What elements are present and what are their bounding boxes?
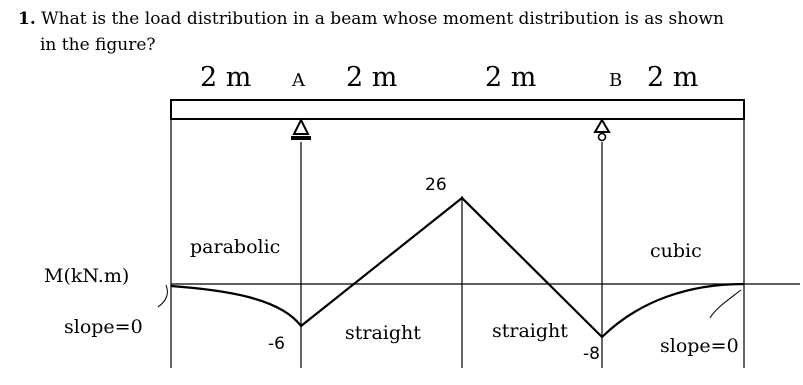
- question-number: 1.: [18, 9, 36, 29]
- leader-slope-right: [710, 290, 741, 318]
- segment-label-cubic: cubic: [650, 240, 702, 262]
- dimension-label-1: 2 m: [200, 62, 252, 93]
- dimension-label-2: 2 m: [346, 62, 398, 93]
- slope-left-label: slope=0: [64, 316, 143, 338]
- dimension-label-4: 2 m: [647, 62, 699, 93]
- support-b-icon: [595, 120, 609, 141]
- value-label-support-b: -8: [583, 344, 600, 364]
- value-label-peak: 26: [425, 175, 447, 195]
- segment-label-straight-1: straight: [345, 322, 421, 344]
- slope-right-label: slope=0: [660, 335, 739, 357]
- question-text-line-1: What is the load distribution in a beam whose moment distribution is as shown: [41, 9, 724, 29]
- moment-curve: [171, 198, 744, 337]
- dimension-label-3: 2 m: [485, 62, 537, 93]
- moment-axis-label: M(kN.m): [44, 265, 130, 287]
- support-a-icon: [291, 120, 311, 140]
- segment-label-parabolic: parabolic: [190, 236, 281, 258]
- support-label-b: B: [609, 70, 623, 91]
- support-label-a: A: [292, 70, 305, 91]
- segment-label-straight-2: straight: [492, 320, 568, 342]
- leader-slope-left: [158, 285, 167, 307]
- value-label-support-a: -6: [268, 334, 285, 354]
- beam: [171, 100, 744, 119]
- question-text-line-2: in the figure?: [40, 35, 156, 55]
